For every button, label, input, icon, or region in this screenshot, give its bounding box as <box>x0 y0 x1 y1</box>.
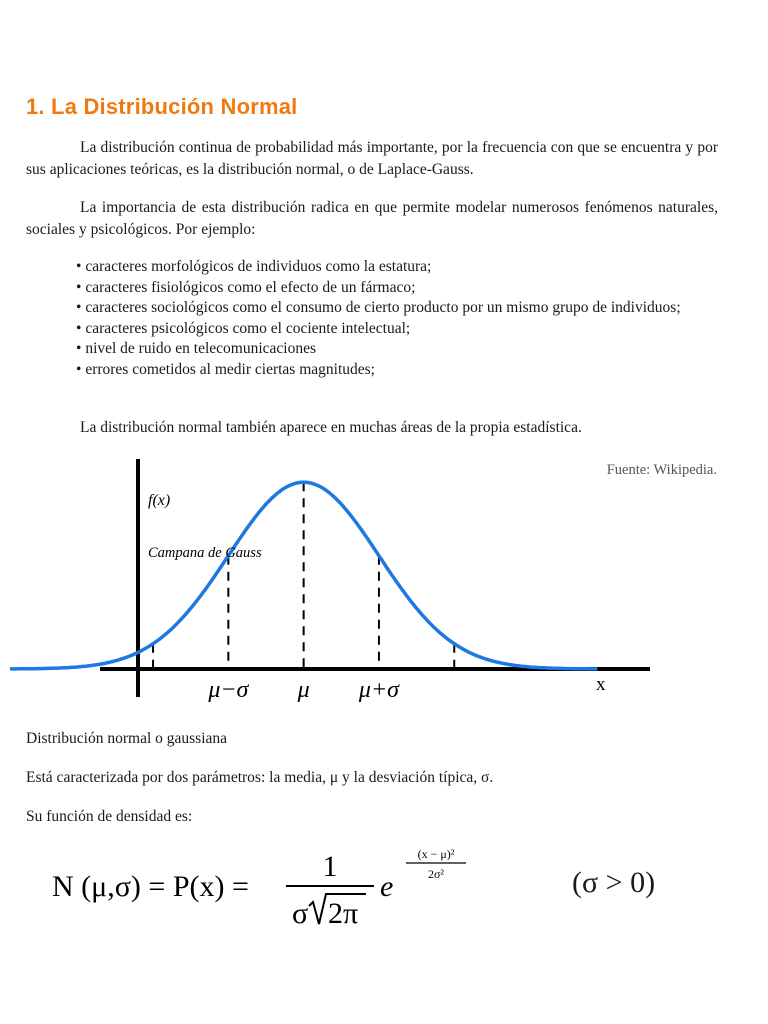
source-label: Fuente: Wikipedia. <box>606 462 717 478</box>
x-axis-label: x <box>596 674 606 695</box>
sigma-condition: (σ > 0) <box>572 866 656 899</box>
formula-lhs: N (μ,σ) = P(x) = <box>52 870 249 903</box>
examples-list <box>76 257 718 380</box>
chart-caption: Distribución normal o gaussiana <box>26 730 228 747</box>
tick-labels <box>207 677 400 703</box>
list-item: • nivel de ruido en telecomunicaciones <box>76 339 718 360</box>
bell-curve <box>10 482 597 669</box>
campana-annotation: Campana de Gauss <box>148 545 262 561</box>
tick-label: μ+σ <box>358 677 399 703</box>
statistics-paragraph: La distribución normal también aparece en muchas áreas de la propia estadística. <box>80 419 582 436</box>
gauss-bell-chart <box>98 455 717 707</box>
formula-numerator: 1 <box>322 850 338 883</box>
importance-paragraph: La importancia de esta distribución radica en que permite modelar numerosos fenómenos naturales, sociales y psicológicos. Por ejemplo: <box>26 199 718 238</box>
section-title: 1. La Distribución Normal <box>26 94 298 119</box>
list-item: • errores cometidos al medir ciertas magnitudes; <box>76 360 718 381</box>
density-text: Su función de densidad es: <box>26 808 193 825</box>
formula-denominator-root: 2π <box>328 897 359 930</box>
list-item: • caracteres psicológicos como el cociente intelectual; <box>76 319 718 340</box>
parameters-text: Está caracterizada por dos parámetros: la media, μ y la desviación típica, σ. <box>26 769 494 786</box>
y-axis-label: f(x) <box>148 492 171 509</box>
formula-denominator-sigma: σ <box>292 897 309 930</box>
list-item: • caracteres morfológicos de individuos como la estatura; <box>76 257 718 278</box>
tick-label: μ−σ <box>208 677 249 703</box>
formula-e: e <box>380 870 394 903</box>
dashed-lines <box>153 482 454 669</box>
intro-paragraph: La distribución continua de probabilidad más importante, por la frecuencia con que se encuentra y por sus aplicaciones teóricas, es la distribución normal, o de Laplace-Gauss. <box>26 139 718 178</box>
list-item: • caracteres sociológicos como el consumo de cierto producto por un mismo grupo de individuos; <box>76 298 718 319</box>
tick-label: μ <box>297 677 310 703</box>
exponent-numerator: (x − μ)² <box>417 847 455 861</box>
list-item: • caracteres fisiológicos como el efecto de un fármaco; <box>76 278 718 299</box>
exponent-denominator: 2σ² <box>427 867 445 881</box>
density-formula <box>50 840 490 940</box>
